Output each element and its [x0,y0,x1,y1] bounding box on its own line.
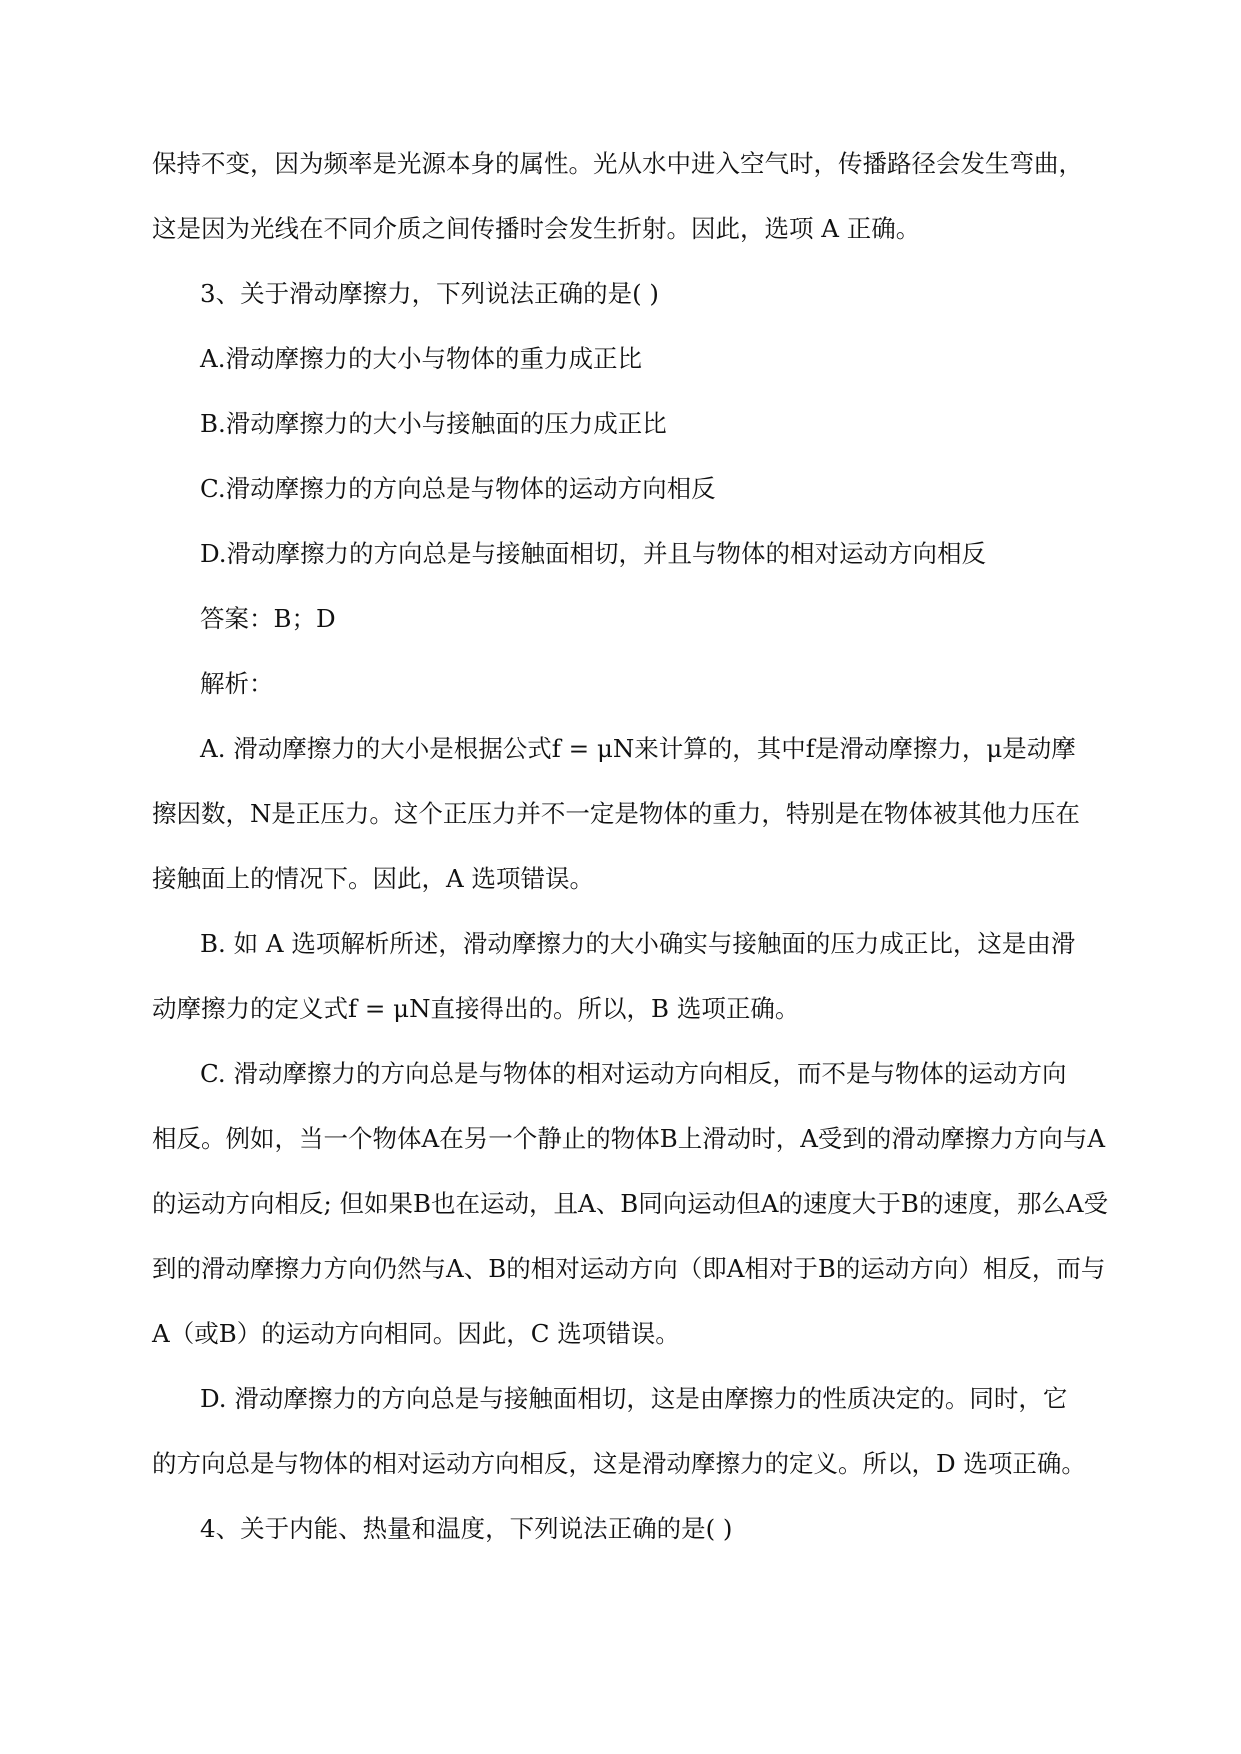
option-a: A.滑动摩擦力的大小与物体的重力成正比 [200,344,642,373]
option-c: C.滑动摩擦力的方向总是与物体的运动方向相反 [200,474,716,503]
text-line: 这是因为光线在不同介质之间传播时会发生折射。因此，选项 A 正确。 [152,214,921,243]
analysis-a-line: 接触面上的情况下。因此，A 选项错误。 [152,864,594,893]
analysis-c-line: 到的滑动摩擦力方向仍然与A、B的相对运动方向（即A相对于B的运动方向）相反，而与 [152,1254,1106,1283]
analysis-b-line: B. 如 A 选项解析所述，滑动摩擦力的大小确实与接触面的压力成正比，这是由滑 [200,929,1076,958]
analysis-a-line: 擦因数，N是正压力。这个正压力并不一定是物体的重力，特别是在物体被其他力压在 [152,799,1080,828]
analysis-c-line: 的运动方向相反; 但如果B也在运动，且A、B同向运动但A的速度大于B的速度，那么A受 [152,1189,1109,1218]
analysis-b-line: 动摩擦力的定义式f = μN直接得出的。所以，B 选项正确。 [152,994,800,1023]
text-line: 保持不变，因为频率是光源本身的属性。光从水中进入空气时，传播路径会发生弯曲， [152,149,1083,178]
analysis-c-line: C. 滑动摩擦力的方向总是与物体的相对运动方向相反，而不是与物体的运动方向 [200,1059,1067,1088]
analysis-d-line: 的方向总是与物体的相对运动方向相反，这是滑动摩擦力的定义。所以，D 选项正确。 [152,1449,1086,1478]
analysis-d-line: D. 滑动摩擦力的方向总是与接触面相切，这是由摩擦力的性质决定的。同时，它 [200,1384,1068,1413]
question-3-stem: 3、关于滑动摩擦力，下列说法正确的是( ) [200,279,659,308]
answer-line: 答案：B；D [200,604,336,633]
analysis-c-line: 相反。例如，当一个物体A在另一个静止的物体B上滑动时，A受到的滑动摩擦力方向与A [152,1124,1106,1153]
analysis-c-line: A（或B）的运动方向相同。因此，C 选项错误。 [152,1319,680,1348]
question-4-stem: 4、关于内能、热量和温度，下列说法正确的是( ) [200,1514,733,1543]
option-b: B.滑动摩擦力的大小与接触面的压力成正比 [200,409,667,438]
analysis-a-line: A. 滑动摩擦力的大小是根据公式f = μN来计算的，其中f是滑动摩擦力，μ是动摩 [200,734,1076,763]
option-d: D.滑动摩擦力的方向总是与接触面相切，并且与物体的相对运动方向相反 [200,539,987,568]
analysis-heading: 解析： [200,669,274,698]
